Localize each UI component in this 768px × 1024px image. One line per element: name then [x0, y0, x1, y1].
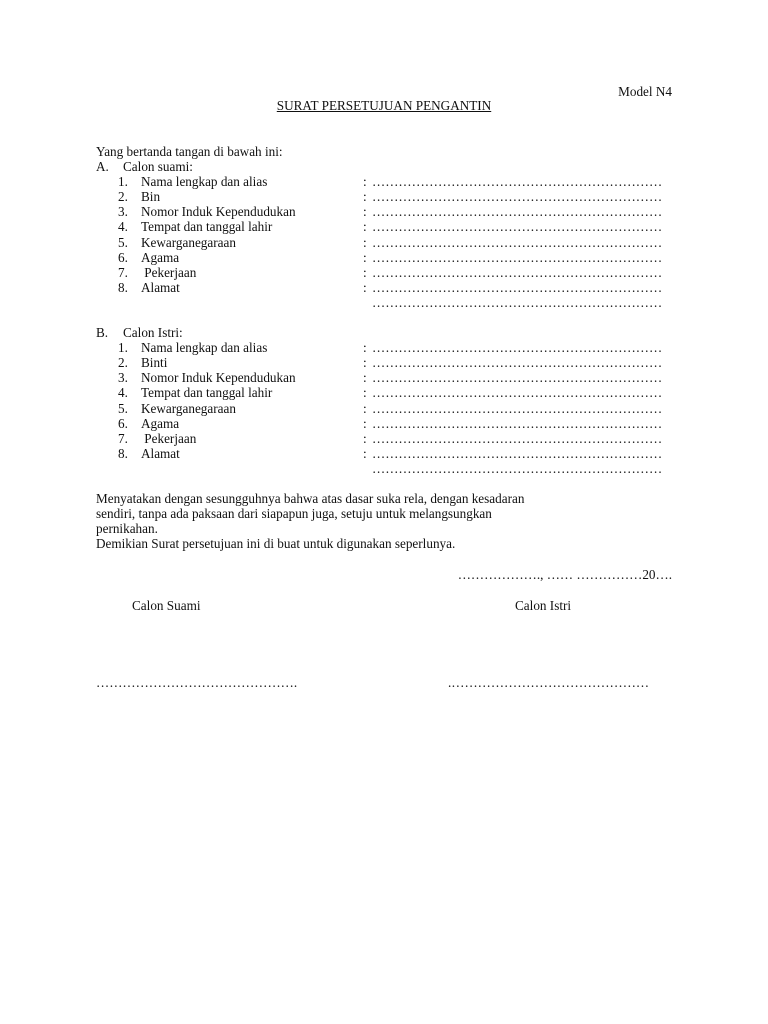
field-fill-line[interactable]: …………………………………………………………	[372, 174, 663, 190]
field-label-text: Kewarganegaraan	[141, 400, 236, 416]
field-colon: :	[363, 430, 367, 446]
form-field-label	[118, 219, 272, 234]
field-label-text: Bin	[141, 189, 161, 205]
form-field-label	[118, 174, 267, 189]
section-heading	[96, 159, 193, 174]
section-letter: B.	[96, 325, 109, 340]
field-fill-line[interactable]: …………………………………………………………	[372, 385, 663, 401]
form-field-label	[118, 280, 180, 295]
field-fill-line[interactable]: …………………………………………………………	[372, 430, 663, 446]
field-fill-line[interactable]: …………………………………………………………	[372, 204, 663, 220]
field-fill-line[interactable]: …………………………………………………………	[372, 189, 663, 205]
form-field-label	[118, 431, 196, 446]
form-field-label	[118, 250, 179, 265]
field-number: 3.	[118, 370, 128, 386]
form-field-label	[118, 446, 180, 461]
field-colon: :	[363, 219, 367, 235]
field-colon: :	[363, 204, 367, 220]
field-fill-line[interactable]: …………………………………………………………	[372, 249, 663, 265]
field-colon: :	[363, 279, 367, 295]
field-number: 7.	[118, 430, 128, 446]
field-label-text: Tempat dan tanggal lahir	[141, 219, 273, 235]
document-title	[0, 98, 768, 113]
field-number: 8.	[118, 445, 128, 461]
field-label-text: Nama lengkap dan alias	[141, 340, 268, 356]
statement-line: Demikian Surat persetujuan ini di buat untuk digunakan seperlunya.	[96, 536, 456, 551]
intro-text: Yang bertanda tangan di bawah ini:	[96, 144, 283, 159]
form-field-label	[118, 189, 160, 204]
section-heading	[96, 325, 183, 340]
field-number: 6.	[118, 415, 128, 431]
field-fill-line[interactable]: …………………………………………………………	[372, 264, 663, 280]
field-colon: :	[363, 355, 367, 371]
signature-label-istri: Calon Istri	[515, 598, 572, 613]
form-field-label	[118, 235, 236, 250]
field-colon: :	[363, 174, 367, 190]
field-colon: :	[363, 189, 367, 205]
field-label-text: Nomor Induk Kependudukan	[141, 370, 296, 386]
field-fill-line[interactable]: …………………………………………………………	[372, 400, 663, 416]
form-field-label	[118, 265, 196, 280]
field-label-text: Agama	[141, 415, 180, 431]
form-field-label	[118, 355, 167, 370]
form-field-label	[118, 416, 179, 431]
field-fill-line[interactable]: …………………………………………………………	[372, 415, 663, 431]
signature-line-suami: ……………………………………….	[96, 675, 298, 690]
field-label-text: Pekerjaan	[141, 430, 197, 446]
field-label-text: Binti	[141, 355, 168, 371]
field-colon: :	[363, 445, 367, 461]
field-number: 4.	[118, 385, 128, 401]
section-label: Calon suami:	[123, 159, 193, 174]
field-fill-line[interactable]: …………………………………………………………	[372, 340, 663, 356]
section-letter: A.	[96, 159, 109, 174]
field-number: 1.	[118, 340, 128, 356]
field-colon: :	[363, 340, 367, 356]
field-colon: :	[363, 370, 367, 386]
form-field-label	[118, 370, 296, 385]
field-colon: :	[363, 249, 367, 265]
field-colon: :	[363, 400, 367, 416]
field-label-text: Alamat	[141, 279, 180, 295]
form-field-label	[118, 385, 272, 400]
field-number: 6.	[118, 249, 128, 265]
statement-line: sendiri, tanpa ada paksaan dari siapapun juga, setuju untuk melangsungkan	[96, 506, 492, 521]
address-continuation-line[interactable]: …………………………………………………………	[372, 460, 663, 476]
field-label-text: Tempat dan tanggal lahir	[141, 385, 273, 401]
field-number: 1.	[118, 174, 128, 190]
field-fill-line[interactable]: …………………………………………………………	[372, 219, 663, 235]
field-number: 7.	[118, 264, 128, 280]
field-fill-line[interactable]: …………………………………………………………	[372, 355, 663, 371]
field-colon: :	[363, 415, 367, 431]
statement-line: pernikahan.	[96, 521, 158, 536]
field-label-text: Pekerjaan	[141, 264, 197, 280]
field-label-text: Nomor Induk Kependudukan	[141, 204, 296, 220]
field-number: 8.	[118, 279, 128, 295]
form-model-code: Model N4	[618, 84, 672, 99]
field-number: 3.	[118, 204, 128, 220]
field-number: 4.	[118, 219, 128, 235]
address-continuation-line[interactable]: …………………………………………………………	[372, 294, 663, 310]
statement-line: Menyatakan dengan sesungguhnya bahwa atas dasar suka rela, dengan kesadaran	[96, 491, 525, 506]
field-fill-line[interactable]: …………………………………………………………	[372, 445, 663, 461]
field-fill-line[interactable]: …………………………………………………………	[372, 234, 663, 250]
field-number: 5.	[118, 400, 128, 416]
field-fill-line[interactable]: …………………………………………………………	[372, 370, 663, 386]
field-number: 2.	[118, 189, 128, 205]
place-date-line: ………………., …… ……………20….	[457, 567, 672, 582]
field-label-text: Nama lengkap dan alias	[141, 174, 268, 190]
field-number: 5.	[118, 234, 128, 250]
form-field-label	[118, 204, 296, 219]
field-label-text: Agama	[141, 249, 180, 265]
field-fill-line[interactable]: …………………………………………………………	[372, 279, 663, 295]
statement-block	[96, 491, 616, 551]
section-label: Calon Istri:	[123, 325, 183, 340]
signature-label-suami: Calon Suami	[132, 598, 201, 613]
form-field-label	[118, 340, 267, 355]
field-colon: :	[363, 385, 367, 401]
document-title-text: SURAT PERSETUJUAN PENGANTIN	[276, 98, 492, 113]
form-field-label	[118, 401, 236, 416]
field-label-text: Kewarganegaraan	[141, 234, 236, 250]
field-number: 2.	[118, 355, 128, 371]
field-label-text: Alamat	[141, 445, 180, 461]
signature-line-istri: .………………………………………	[448, 675, 650, 690]
field-colon: :	[363, 234, 367, 250]
field-colon: :	[363, 264, 367, 280]
